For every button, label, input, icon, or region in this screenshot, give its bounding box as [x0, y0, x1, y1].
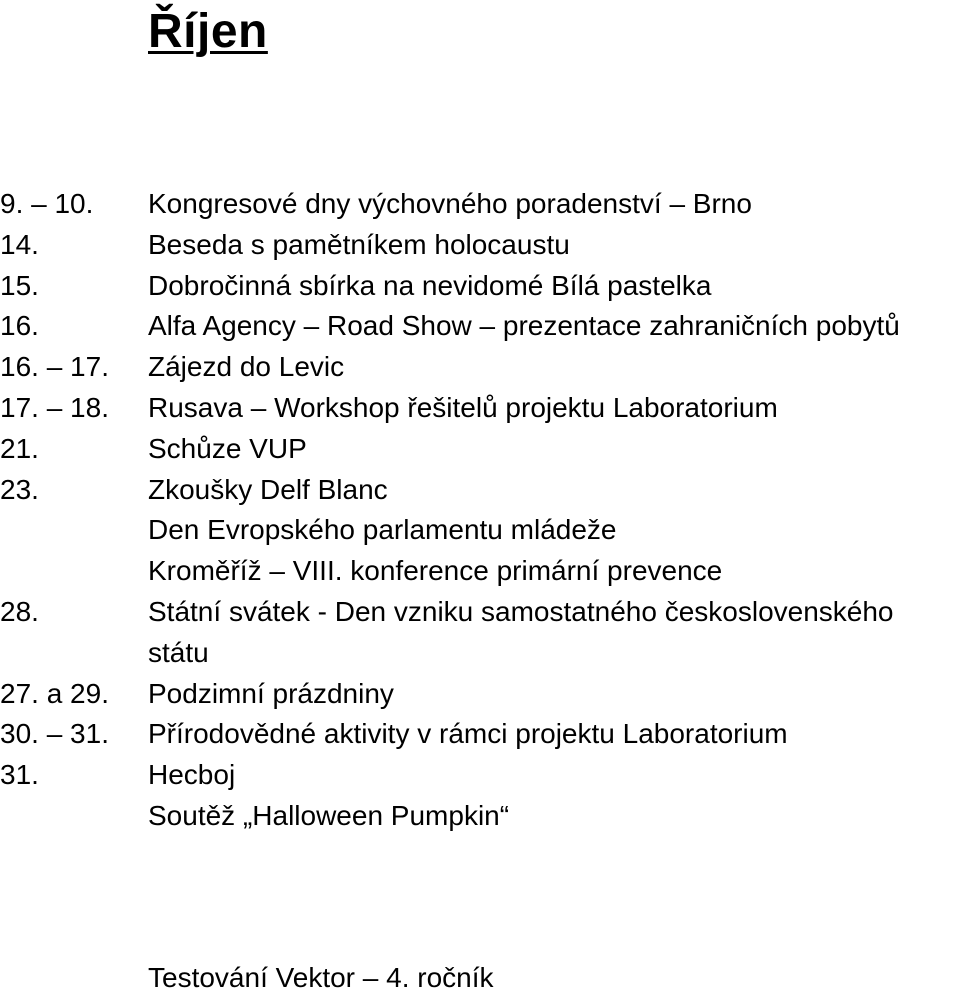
event-date: 30. – 31.	[0, 718, 109, 750]
event-text: Rusava – Workshop řešitelů projektu Laboratorium	[148, 391, 778, 423]
event-text: Přírodovědné aktivity v rámci projektu Laboratorium	[148, 718, 788, 750]
event-text: Alfa Agency – Road Show – prezentace zahraničních pobytů	[148, 310, 900, 342]
event-row	[0, 674, 960, 715]
event-row	[0, 592, 960, 674]
event-text: Kongresové dny výchovného poradenství – Brno	[148, 188, 752, 219]
event-date: 23.	[0, 473, 39, 505]
event-row	[0, 755, 960, 796]
event-list	[0, 184, 960, 837]
event-date: 14.	[0, 228, 39, 260]
event-row	[0, 306, 960, 347]
event-row	[0, 510, 960, 551]
event-text: Schůze VUP	[148, 432, 307, 464]
event-row	[0, 429, 960, 470]
event-text: Zkoušky Delf Blanc	[148, 473, 388, 505]
event-date: 31.	[0, 759, 39, 791]
event-row	[0, 796, 960, 837]
footer-note: Testování Vektor – 4. ročník	[148, 962, 494, 993]
event-date: 17. – 18.	[0, 391, 109, 423]
event-row	[0, 714, 960, 755]
event-text: Hecboj	[148, 759, 236, 791]
event-text: Kroměříž – VIII. konference primární prevence	[148, 555, 723, 587]
event-text: Podzimní prázdniny	[148, 677, 394, 709]
event-date: 9. – 10.	[0, 188, 94, 219]
event-text: Dobročinná sbírka na nevidomé Bílá pastelka	[148, 269, 712, 301]
event-row	[0, 470, 960, 511]
event-date: 16. – 17.	[0, 351, 109, 383]
event-row	[0, 347, 960, 388]
event-row	[0, 266, 960, 307]
event-date: 15.	[0, 269, 39, 301]
event-row	[0, 388, 960, 429]
event-date: 28.	[0, 595, 39, 627]
event-date: 16.	[0, 310, 39, 342]
event-text: Beseda s pamětníkem holocaustu	[148, 228, 570, 260]
event-text: Den Evropského parlamentu mládeže	[148, 514, 617, 546]
event-date: 21.	[0, 432, 39, 464]
page-title: Říjen	[148, 5, 268, 58]
event-text: Zájezd do Levic	[148, 351, 345, 383]
event-row	[0, 551, 960, 592]
event-text: Soutěž „Halloween Pumpkin“	[148, 799, 510, 831]
event-text: Státní svátek - Den vzniku samostatného československého státu	[148, 595, 894, 668]
event-date: 27. a 29.	[0, 677, 109, 709]
event-row	[0, 184, 960, 225]
event-row	[0, 225, 960, 266]
